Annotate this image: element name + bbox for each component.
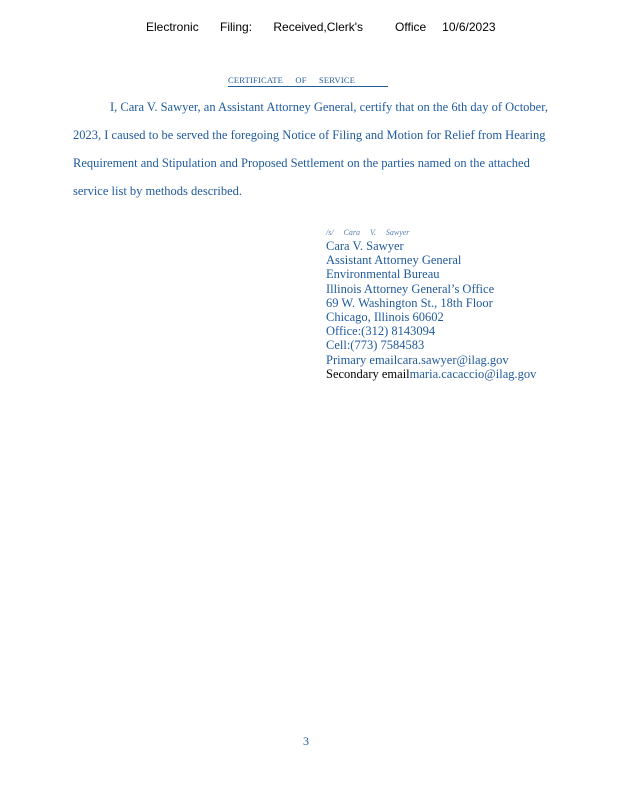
signer-bureau: Environmental Bureau bbox=[326, 267, 440, 282]
certificate-title: CERTIFICATE OF SERVICE bbox=[228, 75, 388, 87]
efiling-header: Electronic Filing: Received,Clerk's Office 10/6/2023 bbox=[146, 20, 496, 34]
cell-phone: Cell:(773) 7584583 bbox=[326, 338, 425, 353]
body-line-4: service list by methods described. bbox=[73, 184, 243, 198]
primary-email-link[interactable]: cara.sawyer@ilag.gov bbox=[397, 352, 509, 367]
signer-name: Cara V. Sawyer bbox=[326, 239, 404, 253]
office-phone: Office:(312) 8143094 bbox=[326, 324, 436, 339]
secondary-email-label: Secondary email bbox=[326, 366, 410, 381]
signer-office: Illinois Attorney General’s Office bbox=[326, 281, 495, 296]
body-line-1: I, Cara V. Sawyer, an Assistant Attorney General, certify that on the 6th day of October, bbox=[110, 100, 549, 114]
body-line-3: Requirement and Stipulation and Proposed Settlement on the parties named on the attached bbox=[73, 156, 530, 170]
primary-email-row bbox=[326, 353, 536, 367]
secondary-email-link[interactable]: maria.cacaccio@ilag.gov bbox=[409, 366, 537, 381]
body-line-2: 2023, I caused to be served the foregoing Notice of Filing and Motion for Relief from Hearing bbox=[73, 128, 546, 142]
secondary-email-row bbox=[326, 367, 536, 381]
primary-email-label: Primary email bbox=[326, 352, 398, 367]
electronic-signature: /s/ Cara V. Sawyer bbox=[326, 228, 410, 237]
office-city: Chicago, Illinois 60602 bbox=[326, 310, 444, 325]
office-street: 69 W. Washington St., 18th Floor bbox=[326, 295, 493, 310]
signature-block bbox=[326, 228, 536, 381]
signer-title: Assistant Attorney General bbox=[326, 253, 462, 268]
page-number: 3 bbox=[303, 734, 309, 748]
